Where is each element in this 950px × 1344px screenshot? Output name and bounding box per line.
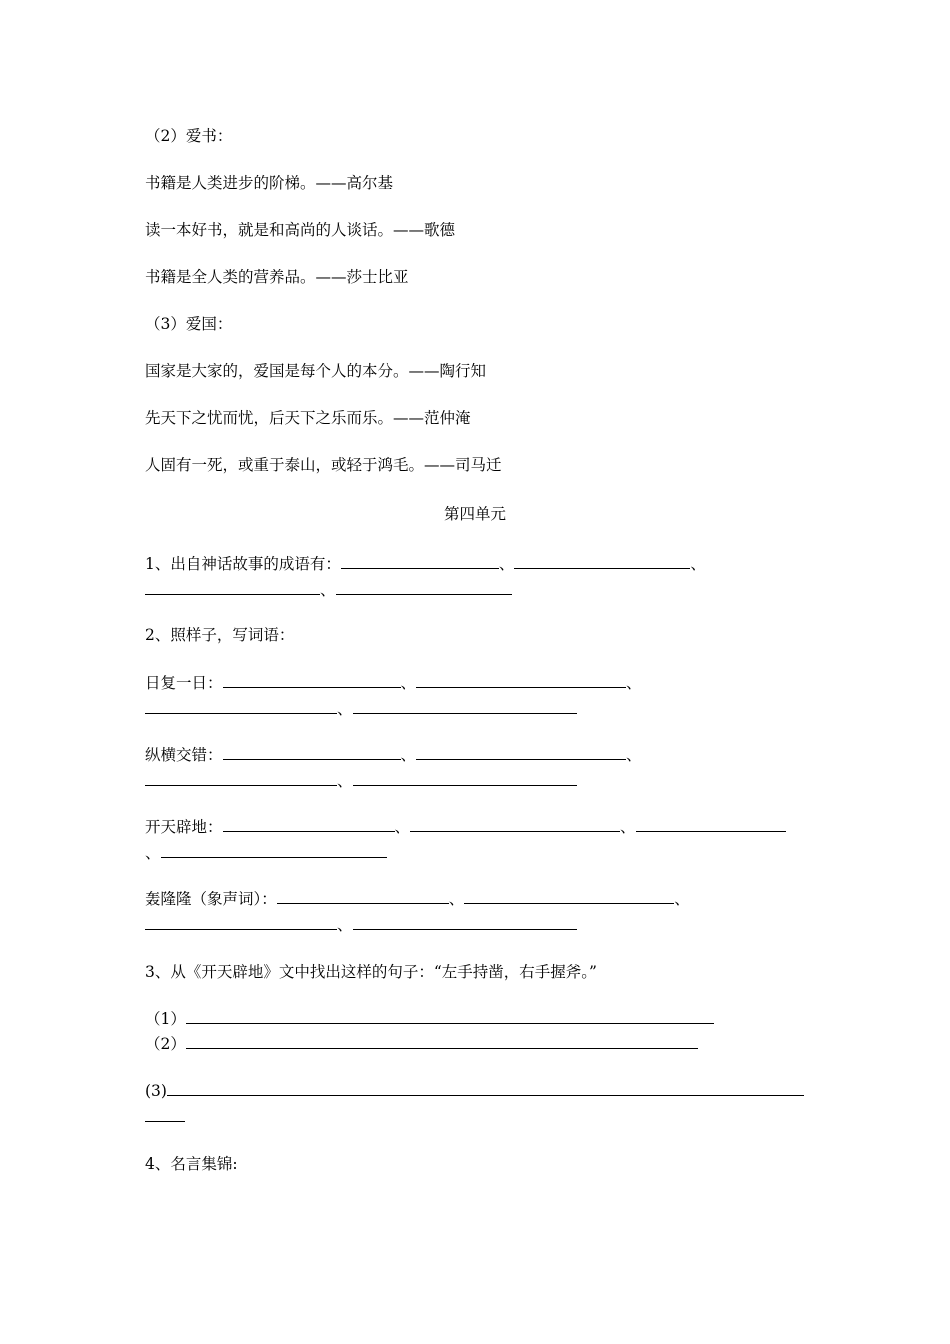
answer-blank[interactable]: [341, 554, 499, 569]
word-item-3-continued: 、: [145, 843, 387, 863]
unit-title: 第四单元: [443, 505, 506, 523]
answer-line-2: （2）: [145, 1034, 698, 1054]
word-item-3: 开天辟地： 、 、: [145, 817, 786, 837]
answer-blank[interactable]: [145, 580, 320, 595]
quote-line: 国家是大家的，爱国是每个人的本分。——陶行知: [145, 362, 487, 380]
question-3-prompt: 3、从《开天辟地》文中找出这样的句子：“左手持凿，右手握斧。”: [145, 963, 597, 981]
answer-blank[interactable]: [464, 889, 674, 904]
word-example: 日复一日：: [145, 674, 223, 692]
quote-line: 先天下之忧而忧，后天下之乐而乐。——范仲淹: [145, 409, 471, 427]
answer-blank[interactable]: [186, 1009, 714, 1024]
word-example: 开天辟地：: [145, 818, 223, 836]
section-heading-love-books: （2）爱书：: [145, 127, 233, 145]
answer-blank[interactable]: [186, 1034, 698, 1049]
quote-line: 书籍是人类进步的阶梯。——高尔基: [145, 174, 394, 192]
answer-blank[interactable]: [410, 817, 620, 832]
answer-blank[interactable]: [161, 843, 387, 858]
word-item-4-continued: 、: [145, 915, 577, 935]
word-item-2-continued: 、: [145, 771, 577, 791]
quote-line: 读一本好书，就是和高尚的人谈话。——歌德: [145, 221, 456, 239]
word-item-1: 日复一日： 、 、: [145, 674, 642, 692]
answer-blank[interactable]: [636, 817, 786, 832]
word-item-1-continued: 、: [145, 699, 577, 719]
answer-blank[interactable]: [145, 771, 337, 786]
answer-blank[interactable]: [514, 554, 690, 569]
word-example: 轰隆隆（象声词）：: [145, 890, 277, 908]
word-item-4: 轰隆隆（象声词）： 、 、: [145, 890, 690, 908]
answer-blank[interactable]: [145, 915, 337, 930]
question-2-prompt: 2、照样子，写词语：: [145, 626, 295, 644]
question-1: 1、出自神话故事的成语有： 、 、: [145, 555, 706, 573]
answer-blank[interactable]: [223, 817, 395, 832]
word-example: 纵横交错：: [145, 746, 223, 764]
answer-blank[interactable]: [223, 673, 401, 688]
answer-blank[interactable]: [336, 580, 512, 595]
question-4-prompt: 4、名言集锦:: [145, 1155, 238, 1173]
question-1-prompt: 1、出自神话故事的成语有：: [145, 555, 341, 573]
quote-line: 人固有一死，或重于泰山，或轻于鸿毛。——司马迁: [145, 456, 502, 474]
answer-blank[interactable]: [167, 1081, 804, 1096]
answer-line-3: (3): [145, 1081, 804, 1101]
answer-blank[interactable]: [416, 673, 626, 688]
answer-blank[interactable]: [145, 699, 337, 714]
answer-blank[interactable]: [145, 1107, 185, 1122]
quote-line: 书籍是全人类的营养品。——莎士比亚: [145, 268, 409, 286]
answer-blank[interactable]: [353, 699, 577, 714]
answer-blank[interactable]: [353, 915, 577, 930]
section-heading-love-country: （3）爱国：: [145, 315, 233, 333]
answer-blank[interactable]: [223, 745, 401, 760]
answer-blank[interactable]: [353, 771, 577, 786]
answer-blank[interactable]: [277, 889, 449, 904]
answer-blank[interactable]: [416, 745, 626, 760]
answer-line-1: （1）: [145, 1009, 714, 1029]
answer-line-3-continued: [145, 1107, 185, 1127]
word-item-2: 纵横交错： 、 、: [145, 746, 642, 764]
question-1-continued: 、: [145, 580, 512, 600]
